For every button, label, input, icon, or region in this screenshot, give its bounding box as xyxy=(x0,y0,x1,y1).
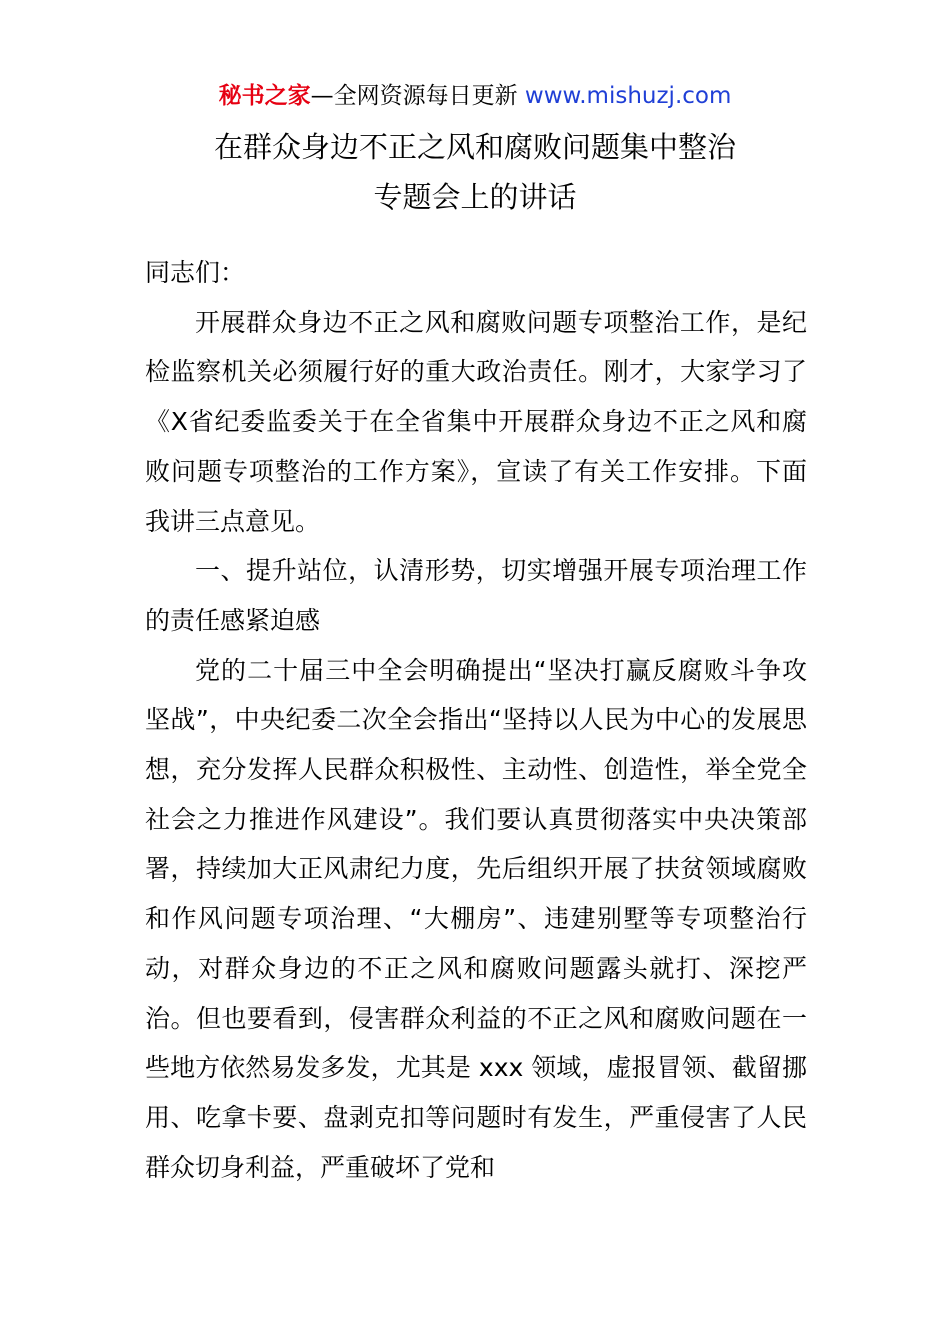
document-title-line-1: 在群众身边不正之风和腐败问题集中整治 xyxy=(213,130,736,164)
site-brand: 秘书之家 xyxy=(218,83,311,109)
section-heading-1: 一、提升站位，认清形势，切实增强开展专项治理工作的责任感紧迫感 xyxy=(145,556,807,635)
site-url-link[interactable]: www.mishuzj.com xyxy=(524,83,732,109)
salutation: 同志们： xyxy=(145,258,246,287)
body-paragraph-section-1: 党的二十届三中全会明确提出“坚决打赢反腐败斗争攻坚战”，中央纪委二次全会指出“坚持以人民为中心的发展思想，充分发挥人民群众积极性、主动性、创造性，举全党全社会之力推进作风建设”。我们要认真贯彻落实中央决策部署，持续加大正风肃纪力度，先后组织开展了扶贫领域腐败和作风问题专项治理、“大棚房”、违建别墅等专项整治行动，对群众身边的不正之风和腐败问题露头就打、深挖严治。但也要看到，侵害群众利益的不正之风和腐败问题在一些地方依然易发多发，尤其是 xxx 领域，虚报冒领、截留挪用、吃拿卡要、盘剥克扣等问题时有发生，严重侵害了人民群众切身利益，严重破坏了党和 xyxy=(145,655,807,1182)
site-header xyxy=(0,80,950,112)
body-paragraph-intro: 开展群众身边不正之风和腐败问题专项整治工作，是纪检监察机关必须履行好的重大政治责任。刚才，大家学习了《X省纪委监委关于在全省集中开展群众身边不正之风和腐败问题专项整治的工作方案》，宣读了有关工作安排。下面我讲三点意见。 xyxy=(145,307,807,536)
site-tagline: —全网资源每日更新 xyxy=(310,83,525,109)
document-title-line-2: 专题会上的讲话 xyxy=(373,180,577,214)
document-body xyxy=(145,248,807,1192)
